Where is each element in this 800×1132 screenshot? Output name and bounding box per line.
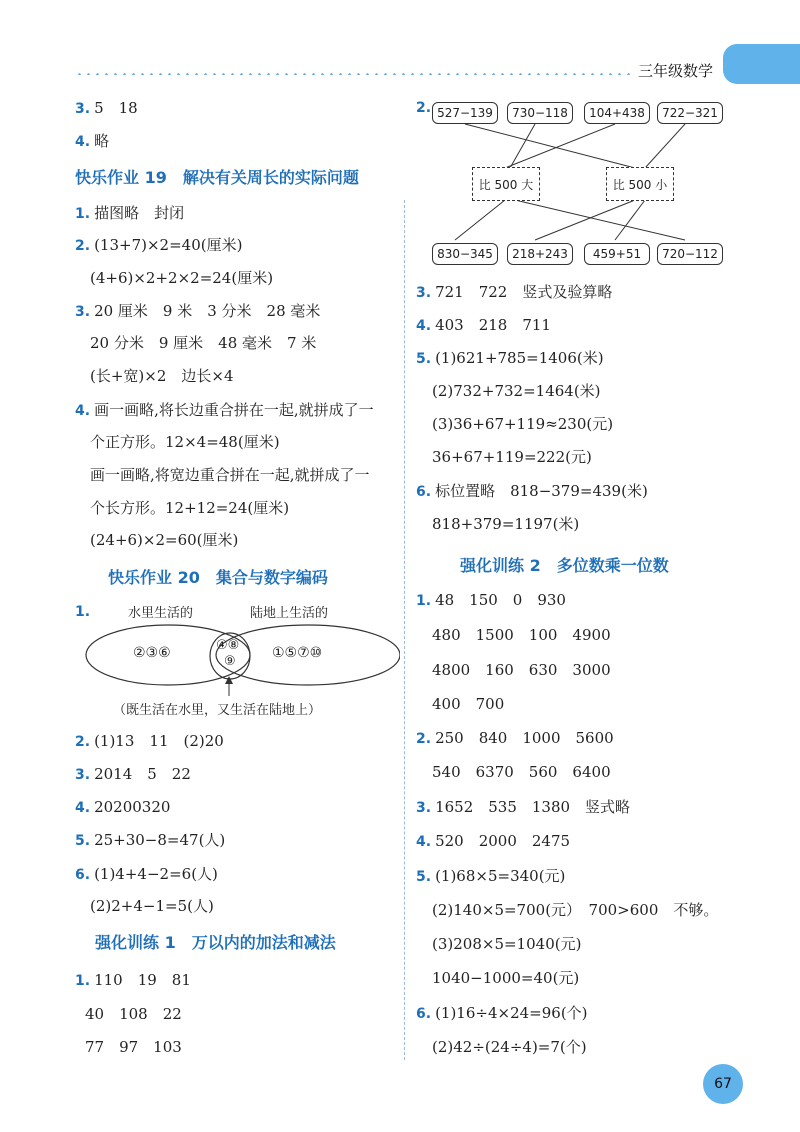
diagram-number: 2. <box>416 100 432 116</box>
answer-line: 4. 20200320 <box>75 798 171 816</box>
venn-left-only: ②③⑥ <box>133 645 171 661</box>
header-title: 三年级数学 <box>638 62 714 80</box>
answer-line: 400 700 <box>432 695 505 713</box>
answer-line: (2)140×5=700(元） 700>600 不够。 <box>432 901 719 919</box>
answer-line: 4. 520 2000 2475 <box>416 832 571 850</box>
answer-line: 1. 描图略 封闭 <box>75 204 185 222</box>
answer-line: 个长方形。12+12=24(厘米) <box>90 499 290 517</box>
answer-line: 2. (1)13 11 (2)20 <box>75 732 224 750</box>
answer-line: 3. 2014 5 22 <box>75 765 191 783</box>
answer-line: 3. 5 18 <box>75 99 138 117</box>
answer-line: 36+67+119=222(元) <box>432 448 592 466</box>
expr-box-top-1: 527−139 <box>432 102 498 124</box>
answer-line: (2)732+732=1464(米) <box>432 382 601 400</box>
answer-line: 1. 110 19 81 <box>75 971 191 989</box>
header-tab <box>723 44 800 84</box>
page-number: 67 <box>703 1064 743 1104</box>
answer-line: (2)2+4−1=5(人) <box>90 897 214 915</box>
answer-line: 3. 20 厘米 9 米 3 分米 28 毫米 <box>75 302 321 320</box>
answer-line: (4+6)×2+2×2=24(厘米) <box>90 269 274 287</box>
answer-line: 1. 48 150 0 930 <box>416 591 566 609</box>
answer-line: 1040−1000=40(元) <box>432 969 580 987</box>
answer-line: (长+宽)×2 边长×4 <box>90 367 234 385</box>
expr-box-top-4: 722−321 <box>657 102 723 124</box>
answer-line: 5. (1)621+785=1406(米) <box>416 349 604 367</box>
answer-line: (3)36+67+119≈230(元) <box>432 415 614 433</box>
expr-box-top-3: 104+438 <box>584 102 650 124</box>
venn-label-land: 陆地上生活的 <box>250 606 329 621</box>
answer-line: 6. 标位置略 818−379=439(米) <box>416 482 648 500</box>
section-title-q2: 强化训练 2 多位数乘一位数 <box>460 556 669 575</box>
expr-box-bottom-4: 720−112 <box>657 243 723 265</box>
answer-line: 2. 250 840 1000 5600 <box>416 729 614 747</box>
group-box-greater: 比 500 大 <box>472 167 540 201</box>
venn-number: 1. <box>75 604 91 620</box>
answer-line: 6. (1)16÷4×24=96(个) <box>416 1004 588 1022</box>
section-title-q1: 强化训练 1 万以内的加法和减法 <box>95 933 336 952</box>
expr-box-bottom-1: 830−345 <box>432 243 498 265</box>
answer-line: (24+6)×2=60(厘米) <box>90 531 239 549</box>
venn-right-only: ①⑤⑦⑩ <box>272 645 323 661</box>
answer-line: 2. (13+7)×2=40(厘米) <box>75 236 243 254</box>
venn-both-bottom: ⑨ <box>224 654 236 669</box>
answer-line: 3. 1652 535 1380 竖式略 <box>416 798 631 816</box>
answer-line: 个正方形。12×4=48(厘米) <box>90 433 280 451</box>
answer-line: 4. 略 <box>75 132 110 150</box>
expr-box-bottom-2: 218+243 <box>507 243 573 265</box>
answer-line: 77 97 103 <box>85 1038 182 1056</box>
answer-line: 20 分米 9 厘米 48 毫米 7 米 <box>90 334 317 352</box>
answer-line: 5. (1)68×5=340(元) <box>416 867 566 885</box>
answer-line: 4. 403 218 711 <box>416 316 551 334</box>
answer-line: 4. 画一画略,将长边重合拼在一起,就拼成了一 <box>75 401 374 419</box>
header-dotted-rule <box>75 73 635 75</box>
answer-line: 480 1500 100 4900 <box>432 626 611 644</box>
answer-line: (2)42÷(24÷4)=7(个) <box>432 1038 587 1056</box>
answer-line: 818+379=1197(米) <box>432 515 580 533</box>
answer-line: (3)208×5=1040(元) <box>432 935 582 953</box>
venn-caption: （既生活在水里，又生活在陆地上） <box>113 703 322 718</box>
answer-line: 540 6370 560 6400 <box>432 763 611 781</box>
answer-line: 3. 721 722 竖式及验算略 <box>416 283 613 301</box>
group-box-less: 比 500 小 <box>606 167 674 201</box>
section-title-20: 快乐作业 20 集合与数字编码 <box>108 568 328 587</box>
venn-both-top: ④⑧ <box>216 638 240 653</box>
expr-box-top-2: 730−118 <box>507 102 573 124</box>
answer-line: 5. 25+30−8=47(人) <box>75 831 226 849</box>
answer-line: 画一画略,将宽边重合拼在一起,就拼成了一 <box>90 466 370 484</box>
section-title-19: 快乐作业 19 解决有关周长的实际问题 <box>75 168 359 187</box>
expr-box-bottom-3: 459+51 <box>584 243 650 265</box>
answer-line: 6. (1)4+4−2=6(人) <box>75 865 218 883</box>
answer-line: 4800 160 630 3000 <box>432 661 611 679</box>
column-divider <box>404 200 405 1060</box>
answer-line: 40 108 22 <box>85 1005 182 1023</box>
venn-label-water: 水里生活的 <box>128 606 194 621</box>
